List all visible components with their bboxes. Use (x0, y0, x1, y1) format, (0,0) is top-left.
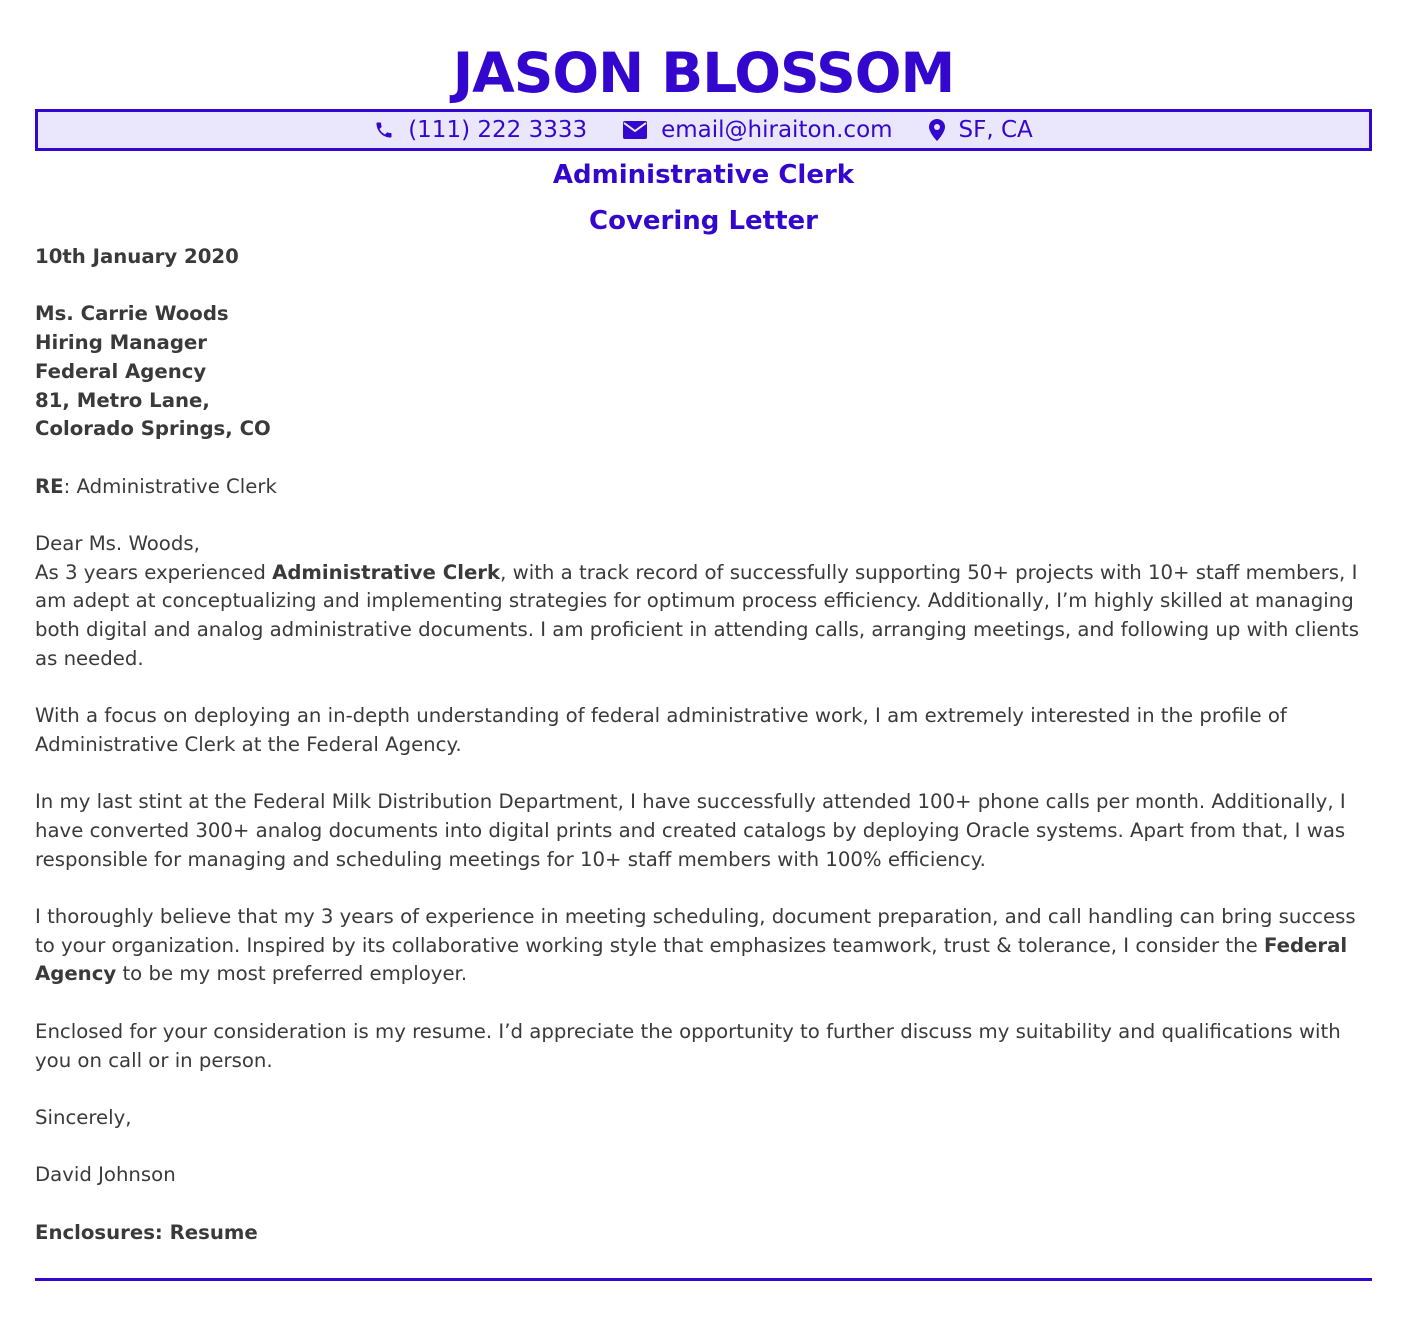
contact-phone (374, 117, 587, 143)
paragraph-3: In my last stint at the Federal Milk Distribution Department, I have successfully attended 100+ phone calls per month. Additionally, I have converted 300+ analog documents into digital prints and created catalogs by deploying Oracle systems. Apart from that, I was responsible for managing and scheduling meetings for 10+ staff members with 100% efficiency. (35, 790, 1346, 871)
re-line (35, 473, 1372, 502)
paragraph-5: Enclosed for your consideration is my resume. I’d appreciate the opportunity to further discuss my suitability and qualifications with you on call or in person. (35, 1019, 1341, 1072)
letter-body (35, 243, 1372, 1247)
paragraph-2: With a focus on deploying an in-depth understanding of federal administrative work, I am extremely interested in the profile of Administrative Clerk at the Federal Agency. (35, 704, 1287, 756)
signature: David Johnson (35, 1163, 176, 1187)
salutation: Dear Ms. Woods, (35, 531, 200, 555)
paragraph-4: I thoroughly believe that my 3 years of experience in meeting scheduling, document preparation, and call handling can bring success to your organization. Inspired by its collaborative working style that emphasizes teamwork, trust & tolerance, I consider the Federal Agency to be my most preferred employer. (35, 905, 1356, 986)
document-type: Covering Letter (589, 206, 818, 236)
recipient-city: Colorado Springs, CO (35, 417, 271, 441)
enclosures: Enclosures: Resume (35, 1220, 258, 1244)
letter-date: 10th January 2020 (35, 245, 239, 268)
bottom-divider (35, 1278, 1372, 1281)
letter-heading (35, 152, 1372, 244)
closing: Sincerely, (35, 1105, 132, 1129)
contact-email (623, 117, 892, 143)
job-title: Administrative Clerk (552, 160, 855, 190)
paragraph-1: As 3 years experienced Administrative Clerk, with a track record of successfully supporting 50+ projects with 10+ staff members, I am adept at conceptualizing and implementing strategies for optimum process efficiency. Additionally, I’m highly skilled at managing both digital and analog administrative documents. I am proficient in attending calls, arranging meetings, and following up with clients as needed. (35, 560, 1359, 670)
re-value: : Administrative Clerk (63, 474, 277, 498)
contact-bar (35, 109, 1372, 151)
recipient-name: Ms. Carrie Woods (35, 302, 229, 326)
map-pin-icon (929, 119, 945, 141)
applicant-name: JASON BLOSSOM (452, 41, 955, 105)
recipient-street: 81, Metro Lane, (35, 388, 210, 412)
phone-text[interactable]: (111) 222 3333 (408, 117, 588, 143)
recipient-company: Federal Agency (35, 359, 207, 383)
letter-page (35, 0, 1372, 1244)
contact-location (929, 117, 1033, 143)
email-text[interactable]: email@hiraiton.com (661, 117, 893, 143)
location-text: SF, CA (958, 117, 1033, 143)
envelope-icon (623, 121, 647, 139)
recipient-title: Hiring Manager (35, 331, 207, 355)
phone-icon (374, 120, 394, 140)
re-label: RE (35, 474, 64, 498)
